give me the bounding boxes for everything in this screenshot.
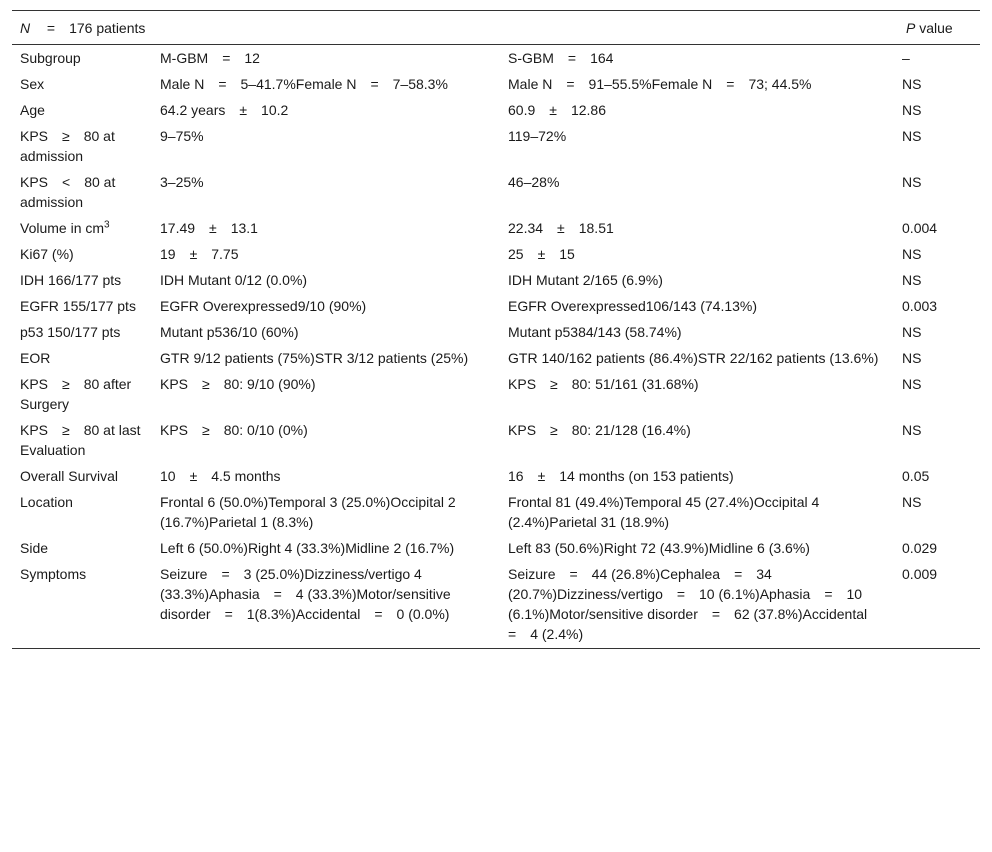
m-gbm-cell: EGFR Overexpressed9/10 (90%) [160,298,367,314]
m-gbm-cell: 64.2 years ± 10.2 [160,102,289,118]
row-label [12,371,152,417]
p-value-cell: 0.003 [902,298,938,314]
table-row [12,535,980,561]
m-gbm-cell: 3–25% [160,174,204,190]
m-gbm-cell: Male N = 5–41.7%Female N = 7–58.3% [160,76,448,92]
s-gbm-cell: 60.9 ± 12.86 [508,102,606,118]
s-gbm-cell: Seizure = 44 (26.8%)Cephalea = 34 (20.7%)Dizziness/vertigo = 10 (6.1%)Aphasia = 10 (6.1%)Motor/sensitive disorder = 62 (37.8%)Accidental = 4 (2.4%) [500,561,898,649]
p-value-cell: NS [902,350,922,366]
row-label [12,293,152,319]
m-gbm-cell: GTR 9/12 patients (75%)STR 3/12 patients (25%) [160,350,469,366]
s-gbm-cell: KPS ≥ 80: 21/128 (16.4%) [508,422,691,438]
p-value-header [898,11,980,45]
row-label [12,463,152,489]
row-label-text: EGFR 155/177 pts [20,298,136,314]
row-label-text: Age [20,102,45,118]
row-label-text: Overall Survival [20,468,119,484]
p-value-cell: NS [902,76,922,92]
p-value-cell: NS [902,128,922,144]
row-label [12,45,152,72]
p-symbol: P [906,19,916,36]
p-value-cell: NS [902,494,922,510]
s-gbm-cell: 16 ± 14 months (on 153 patients) [508,468,734,484]
s-gbm-cell: Left 83 (50.6%)Right 72 (43.9%)Midline 6 (3.6%) [508,540,810,556]
m-gbm-cell: 10 ± 4.5 months [160,468,281,484]
m-gbm-cell: 9–75% [160,128,204,144]
row-label-text: KPS < 80 at admission [20,174,116,210]
row-label [12,417,152,463]
patient-characteristics-table [12,10,980,649]
table-row [12,489,980,535]
n-symbol: N [20,19,31,36]
table-row [12,215,980,241]
p-value-cell: NS [902,174,922,190]
table-row [12,561,980,649]
m-gbm-cell: 19 ± 7.75 [160,246,239,262]
p-value-cell: – [902,50,910,66]
s-gbm-cell: 25 ± 15 [508,246,575,262]
table-row [12,45,980,72]
row-label [12,241,152,267]
n-count: = 176 patients [30,19,146,36]
p-value-cell: NS [902,102,922,118]
p-value-cell: 0.05 [902,468,930,484]
row-label [12,319,152,345]
s-gbm-cell: 22.34 ± 18.51 [508,220,614,236]
row-label [12,215,152,241]
row-label [12,489,152,535]
m-gbm-cell: 17.49 ± 13.1 [160,220,258,236]
s-gbm-cell: Mutant p5384/143 (58.74%) [508,324,682,340]
table-row [12,463,980,489]
row-label-text: p53 150/177 pts [20,324,121,340]
row-label [12,561,152,649]
row-label [12,97,152,123]
table-row [12,345,980,371]
row-label-text: EOR [20,350,51,366]
s-gbm-cell: Frontal 81 (49.4%)Temporal 45 (27.4%)Occipital 4 (2.4%)Parietal 31 (18.9%) [508,494,820,530]
row-label-text: Side [20,540,49,556]
p-value-label: value [915,19,953,36]
p-value-cell: NS [902,246,922,262]
s-gbm-cell: GTR 140/162 patients (86.4%)STR 22/162 patients (13.6%) [508,350,879,366]
table-row [12,71,980,97]
m-gbm-cell: IDH Mutant 0/12 (0.0%) [160,272,308,288]
p-value-cell: NS [902,422,922,438]
m-gbm-cell: Left 6 (50.0%)Right 4 (33.3%)Midline 2 (16.7%) [160,540,455,556]
p-value-cell: NS [902,324,922,340]
row-label-superscript: 3 [104,219,110,231]
table-row [12,417,980,463]
table-row [12,97,980,123]
row-label-text: Ki67 (%) [20,246,74,262]
row-label-text: IDH 166/177 pts [20,272,122,288]
s-gbm-cell: EGFR Overexpressed106/143 (74.13%) [508,298,758,314]
s-gbm-cell: IDH Mutant 2/165 (6.9%) [508,272,663,288]
p-value-cell: 0.004 [902,220,938,236]
table-row [12,169,980,215]
table-row [12,123,980,169]
table-row [12,371,980,417]
table-body [12,45,980,649]
p-value-cell: NS [902,272,922,288]
row-label [12,123,152,169]
m-gbm-cell: Frontal 6 (50.0%)Temporal 3 (25.0%)Occipital 2 (16.7%)Parietal 1 (8.3%) [160,494,456,530]
m-gbm-cell: Mutant p536/10 (60%) [160,324,299,340]
p-value-cell: 0.009 [898,561,980,649]
total-patients-header [12,11,500,45]
p-value-cell: 0.029 [902,540,938,556]
row-label-text: Volume in cm [20,220,105,236]
empty-header-cell [500,11,898,45]
m-gbm-cell: KPS ≥ 80: 9/10 (90%) [160,376,316,392]
row-label [12,267,152,293]
row-label-text: KPS ≥ 80 after Surgery [20,376,132,412]
m-gbm-cell: M-GBM = 12 [160,50,260,66]
s-gbm-cell: S-GBM = 164 [508,50,614,66]
table-row [12,293,980,319]
s-gbm-cell: Male N = 91–55.5%Female N = 73; 44.5% [508,76,812,92]
row-label [12,71,152,97]
table-header-row [12,11,980,45]
s-gbm-cell: 119–72% [508,128,567,144]
row-label-text: KPS ≥ 80 at admission [20,128,115,164]
table-row [12,241,980,267]
row-label-text: Subgroup [20,50,81,66]
row-label-text: Location [20,494,73,510]
m-gbm-cell: KPS ≥ 80: 0/10 (0%) [160,422,308,438]
row-label-text: Symptoms [20,566,87,582]
row-label [12,535,152,561]
table-row [12,267,980,293]
s-gbm-cell: KPS ≥ 80: 51/161 (31.68%) [508,376,699,392]
s-gbm-cell: 46–28% [508,174,560,190]
m-gbm-cell: Seizure = 3 (25.0%)Dizziness/vertigo 4 (33.3%)Aphasia = 4 (33.3%)Motor/sensitive disorder = 1(8.3%)Accidental = 0 (0.0%) [152,561,500,649]
table-row [12,319,980,345]
row-label-text: Sex [20,76,45,92]
p-value-cell: NS [902,376,922,392]
table-container [12,10,980,649]
row-label [12,345,152,371]
row-label [12,169,152,215]
row-label-text: KPS ≥ 80 at last Evaluation [20,422,141,458]
